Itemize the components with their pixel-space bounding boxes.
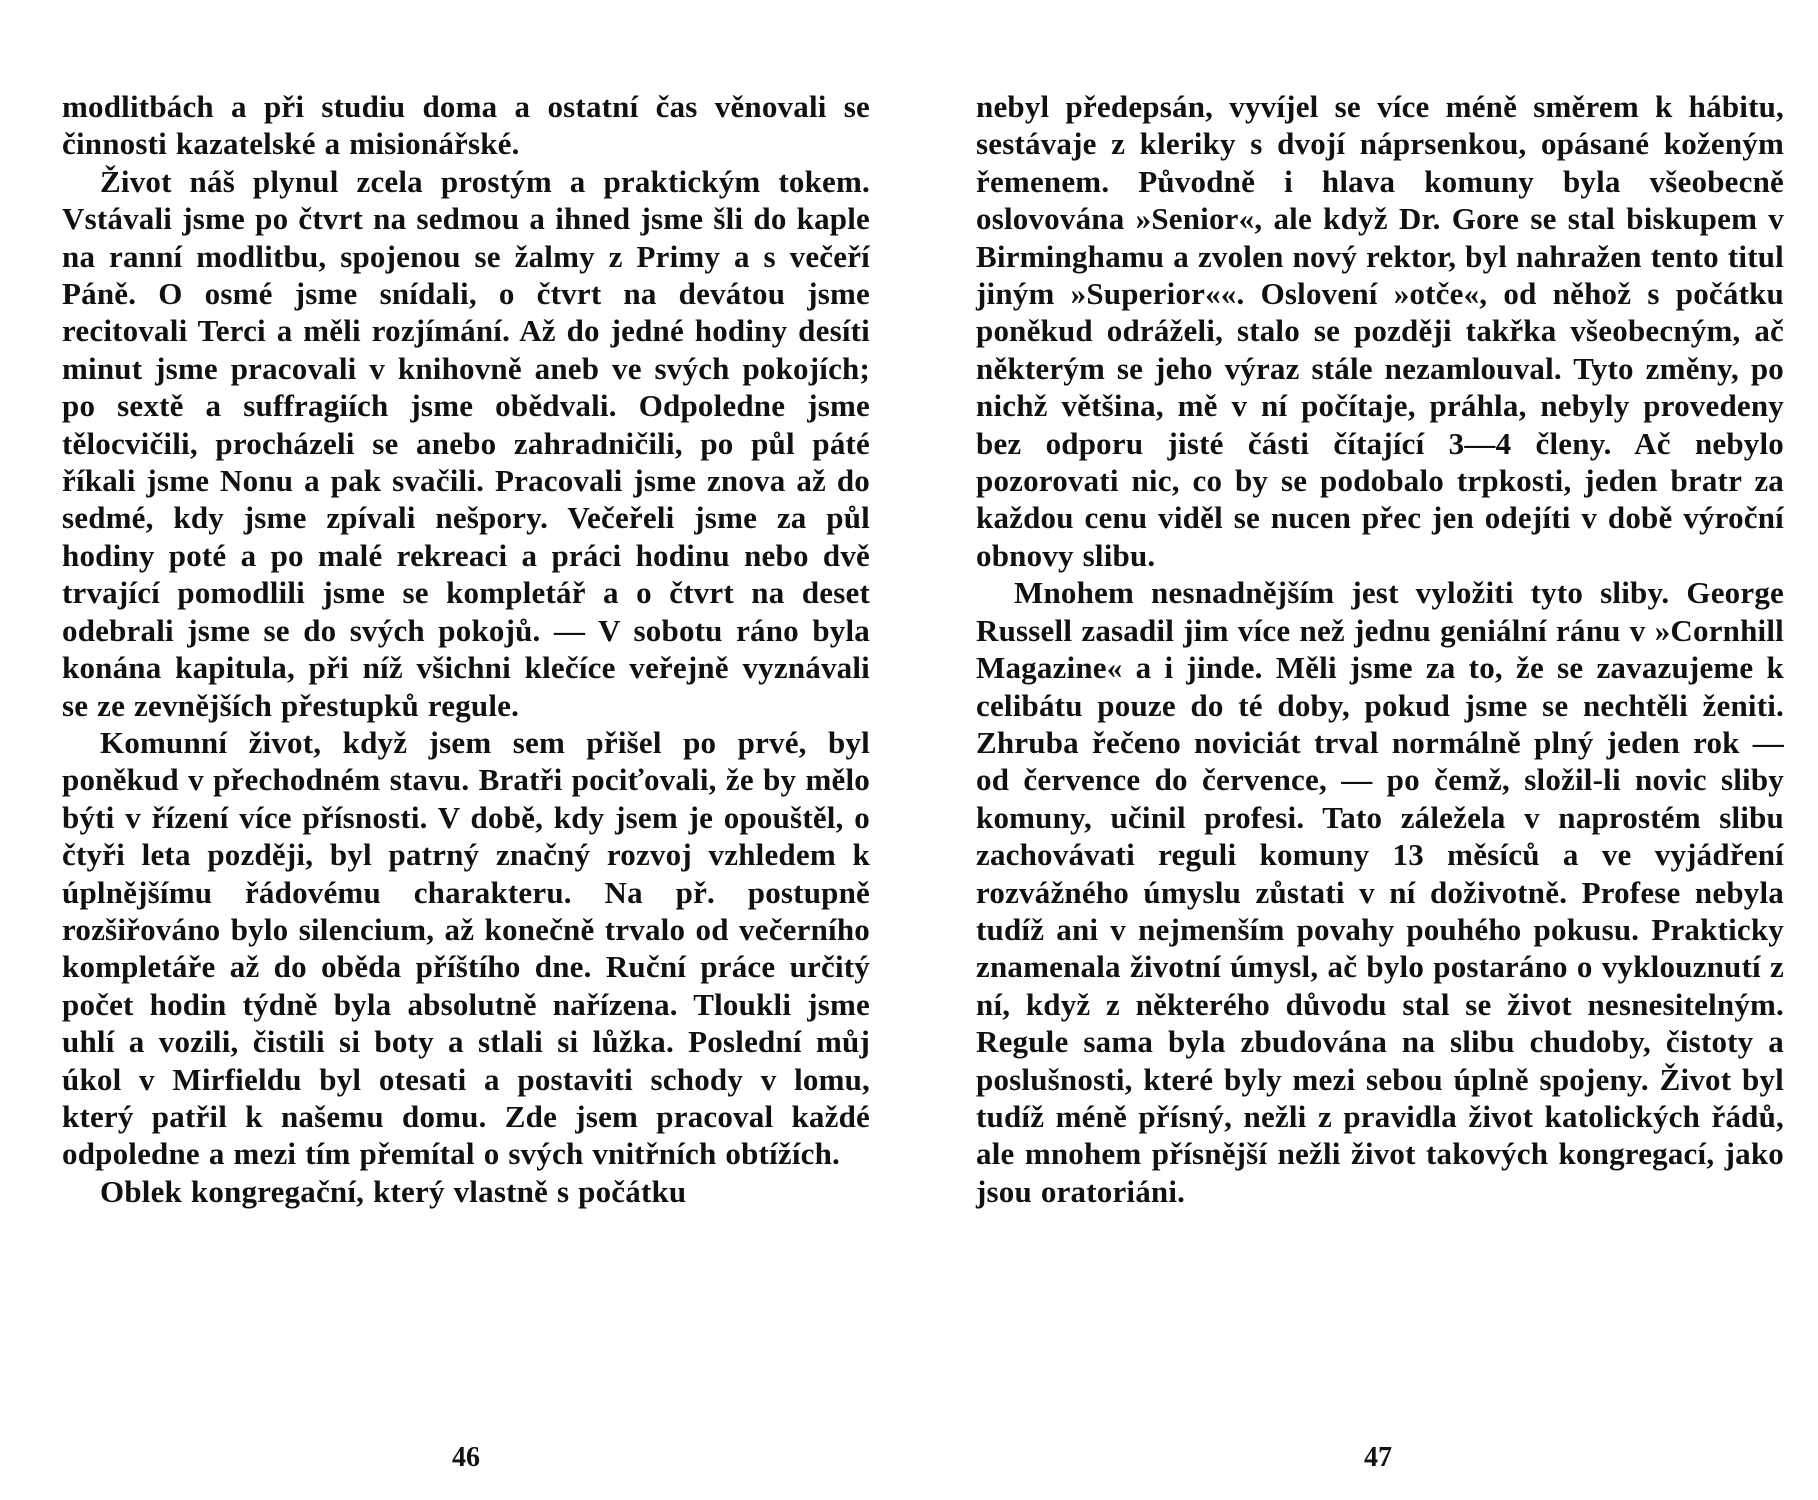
paragraph: nebyl předepsán, vyvíjel se více méně směrem k hábitu, sestávaje z kleriky s dvojí náprsenkou, opásané koženým řemenem. Původně i hlava komuny byla všeobecně oslovována »Senior«, ale když Dr. Gore se stal biskupem v Birminghamu a zvolen nový rektor, byl nahražen tento titul jiným »Superior««. Oslovení »otče«, od něhož s počátku poněkud odráželi, stalo se později takřka všeobecným, ač některým se jeho výraz stále nezamlouval. Tyto změny, po nichž většina, mě v ní počítaje, práhla, nebyly provedeny bez odporu jisté části čítající 3—4 členy. Ač nebylo pozorovati nic, co by se podobalo trpkosti, jeden bratr za každou cenu viděl se nucen přec jen odejíti v době výroční obnovy slibu. xyxy=(976,89,1784,573)
paragraph: Komunní život, když jsem sem přišel po prvé, byl poněkud v přechodném stavu. Bratři pociťovali, že by mělo býti v řízení více přísnosti. V době, kdy jsem je opouštěl, o čtyři leta později, byl patrný značný rozvoj vzhledem k úplnějšímu řádovému charakteru. Na př. postupně rozšiřováno bylo silencium, až konečně trvalo od večerního kompletáře až do oběda příštího dne. Ruční práce určitý počet hodin týdně byla absolutně nařízena. Tloukli jsme uhlí a vozili, čistili si boty a stlali si lůžka. Poslední můj úkol v Mirfieldu byl otesati a postaviti schody v lomu, který patřil k našemu domu. Zde jsem pracoval každé odpoledne a mezi tím přemítal o svých vnitřních obtížích. xyxy=(62,724,870,1172)
paragraph: modlitbách a při studiu doma a ostatní čas věnovali se činnosti kazatelské a misionářské. xyxy=(62,89,870,162)
paragraph: Oblek kongregační, který vlastně s počátku xyxy=(100,1173,687,1209)
left-page xyxy=(62,88,870,1210)
paragraph: Život náš plynul zcela prostým a praktickým tokem. Vstávali jsme po čtvrt na sedmou a ihned jsme šli do kaple na ranní modlitbu, spojenou se žalmy z Primy a s večeří Páně. O osmé jsme snídali, o čtvrt na devátou jsme recitovali Terci a měli rozjímání. Až do jedné hodiny desíti minut jsme pracovali v knihovně aneb ve svých pokojích; po sextě a suffragiích jsme obědvali. Odpoledne jsme tělocvičili, procházeli se anebo zahradničili, po půl páté říkali jsme Nonu a pak svačili. Pracovali jsme znova až do sedmé, kdy jsme zpívali nešpory. Večeřeli jsme za půl hodiny poté a po malé rekreaci a práci hodinu nebo dvě trvající pomodlili jsme se kompletář a o čtvrt na deset odebrali jsme se do svých pokojů. — V sobotu ráno byla konána kapitula, při níž všichni klečíce veřejně vyznávali se ze zevnějších přestupků regule. xyxy=(62,163,870,723)
right-page xyxy=(976,88,1784,1210)
right-page-number: 47 xyxy=(1364,1442,1392,1473)
paragraph: Mnohem nesnadnějším jest vyložiti tyto sliby. George Russell zasadil jim více než jednu geniální ránu v »Cornhill Magazine« a i jinde. Měli jsme za to, že se zavazujeme k celibátu pouze do té doby, pokud jsme se nechtěli ženiti. Zhruba řečeno noviciát trval normálně plný jeden rok — od července do července, — po čemž, složil-li novic sliby komuny, učinil profesi. Tato záležela v naprostém slibu zachovávati reguli komuny 13 měsíců a ve vyjádření rozvážného úmyslu zůstati v ní doživotně. Profese nebyla tudíž ani v nejmenším povahy pouhého pokusu. Prakticky znamenala životní úmysl, ač bylo postaráno o vyklouznutí z ní, když z některého důvodu stal se život nesnesitelným. Regule sama byla zbudována na slibu chudoby, čistoty a poslušnosti, které byly mezi sebou úplně spojeny. Život byl tudíž méně přísný, nežli z pravidla život katolických řádů, ale mnohem přísnější nežli život takových kongregací, jako jsou oratoriáni. xyxy=(976,575,1784,1209)
right-page-text xyxy=(976,88,1784,1210)
left-page-number: 46 xyxy=(452,1442,480,1473)
left-page-text xyxy=(62,88,870,1210)
